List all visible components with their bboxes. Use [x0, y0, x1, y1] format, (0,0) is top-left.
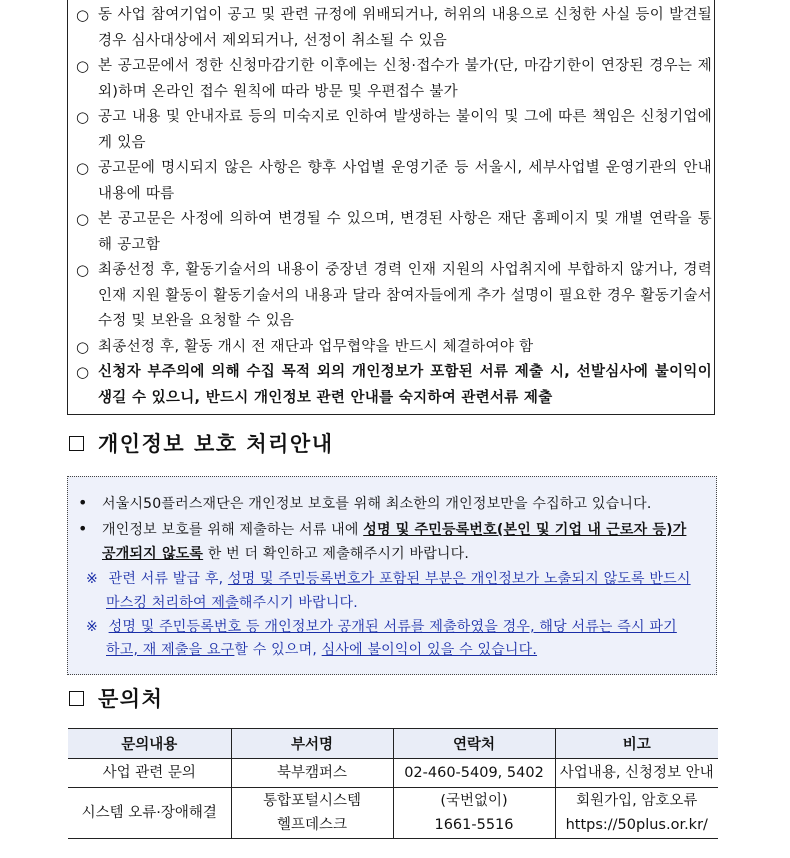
cell-line: (국번없이)	[440, 793, 508, 809]
privacy-notice-box	[67, 476, 717, 675]
contact-table	[68, 728, 718, 839]
privacy-line	[102, 542, 469, 566]
contact-title-text: 문의처	[98, 687, 164, 711]
notice-item	[76, 207, 712, 258]
circle-bullet-icon: ○	[76, 338, 90, 356]
notice-text: 동 사업 참여기업이 공고 및 관련 규정에 위배되거나, 허위의 내용으로 신청한 사실 등이 발견될 경우 심사대상에서 제외되거나, 선정이 취소될 수 있음	[98, 7, 712, 49]
cell-line: 1661-5516	[434, 817, 514, 833]
checkbox-square-icon	[69, 436, 84, 451]
note-emphasis: 심사에 불이익이 있을 수 있습니다.	[321, 642, 538, 658]
circle-bullet-icon: ○	[76, 108, 90, 126]
circle-bullet-icon: ○	[76, 261, 90, 279]
privacy-note	[86, 615, 677, 639]
notice-text: 공고문에 명시되지 않은 사항은 향후 사업별 운영기준 등 서울시, 세부사업별 운영기관의 안내 내용에 따름	[98, 160, 712, 202]
circle-bullet-icon: ○	[76, 6, 90, 24]
privacy-emphasis: 성명 및 주민등록번호(본인 및 기업 내 근로자 등)가	[363, 522, 687, 538]
privacy-title-text: 개인정보 보호 처리안내	[98, 432, 334, 456]
circle-bullet-icon: ○	[76, 57, 90, 75]
privacy-emphasis: 공개되지 않도록	[102, 546, 204, 562]
table-row	[68, 788, 718, 839]
circle-bullet-icon: ○	[76, 210, 90, 228]
note-text: 할 수 있으며,	[234, 642, 322, 658]
privacy-text: 개인정보 보호를 위해 제출하는 서류 내에	[102, 522, 364, 538]
notice-box	[67, 0, 715, 415]
privacy-line	[78, 491, 651, 516]
cell-line: 헬프데스크	[276, 817, 348, 833]
notice-item	[76, 105, 712, 156]
cell-line: 통합포털시스템	[262, 793, 362, 809]
bullet-dot-icon: •	[78, 519, 88, 538]
note-emphasis: 하고, 재 제출을 요구	[106, 642, 235, 658]
privacy-note	[106, 591, 358, 615]
contact-section-title	[69, 683, 163, 713]
circle-bullet-icon: ○	[76, 159, 90, 177]
privacy-line	[78, 517, 686, 542]
table-cell	[231, 788, 393, 839]
bullet-dot-icon: •	[78, 493, 88, 512]
cell-line: 회원가입, 암호오류	[576, 793, 698, 809]
notice-text: 최종선정 후, 활동 개시 전 재단과 업무협약을 반드시 체결하여야 함	[98, 339, 534, 355]
privacy-note	[86, 567, 691, 591]
table-cell: 사업 관련 문의	[68, 759, 231, 788]
note-text: 해주시기 바랍니다.	[238, 595, 358, 611]
notice-text: 최종선정 후, 활동기술서의 내용이 중장년 경력 인재 지원의 사업취지에 부합하지 않거나, 경력 인재 지원 활동이 활동기술서의 내용과 달라 참여자들에게 추가 설명이 필요한 경우 활동기술서 수정 및 보완을 요청할 수 있음	[98, 262, 712, 329]
table-header: 연락처	[393, 729, 555, 759]
note-emphasis: 성명 및 주민등록번호가 포함된 부분은 개인정보가 노출되지 않도록 반드시	[227, 571, 691, 587]
note-emphasis: 성명 및 주민등록번호 등 개인정보가 공개된 서류를 제출하였을 경우, 해당 서류는 즉시 파기	[108, 619, 677, 635]
notice-item	[76, 335, 712, 361]
notice-item	[76, 3, 712, 54]
notice-item	[76, 54, 712, 105]
website-link[interactable]: https://50plus.or.kr/	[565, 817, 708, 833]
privacy-section-title	[69, 428, 333, 458]
notice-item	[76, 258, 712, 335]
notice-item	[76, 156, 712, 207]
note-mark-icon: ※	[86, 571, 98, 587]
notice-text: 공고 내용 및 안내자료 등의 미숙지로 인하여 발생하는 불이익 및 그에 따른 책임은 신청기업에게 있음	[98, 109, 712, 151]
table-header-row	[68, 729, 718, 759]
table-header: 문의내용	[68, 729, 231, 759]
circle-bullet-icon: ○	[76, 363, 90, 381]
checkbox-square-icon	[69, 691, 84, 706]
note-mark-icon: ※	[86, 619, 98, 635]
privacy-note	[106, 638, 537, 662]
table-row	[68, 759, 718, 788]
table-cell	[393, 788, 555, 839]
table-cell	[555, 788, 718, 839]
privacy-text: 서울시50플러스재단은 개인정보 보호를 위해 최소한의 개인정보만을 수집하고 있습니다.	[102, 496, 652, 512]
table-header: 비고	[555, 729, 718, 759]
privacy-text: 한 번 더 확인하고 제출해주시기 바랍니다.	[203, 546, 470, 562]
notice-item-important	[76, 360, 712, 411]
notice-text: 본 공고문은 사정에 의하여 변경될 수 있으며, 변경된 사항은 재단 홈페이지 및 개별 연락을 통해 공고함	[98, 211, 712, 253]
table-cell: 북부캠퍼스	[231, 759, 393, 788]
note-emphasis: 마스킹 처리하여 제출	[106, 595, 239, 611]
table-header: 부서명	[231, 729, 393, 759]
notice-text: 신청자 부주의에 의해 수집 목적 외의 개인정보가 포함된 서류 제출 시, 선발심사에 불이익이 생길 수 있으니, 반드시 개인정보 관련 안내를 숙지하여 관련서류 제출	[98, 364, 712, 406]
note-text: 관련 서류 발급 후,	[108, 571, 228, 587]
table-cell: 시스템 오류·장애해결	[68, 788, 231, 839]
notice-text: 본 공고문에서 정한 신청마감기한 이후에는 신청·접수가 불가(단, 마감기한이 연장된 경우는 제외)하며 온라인 접수 원칙에 따라 방문 및 우편접수 불가	[98, 58, 712, 100]
table-cell: 사업내용, 신청정보 안내	[555, 759, 718, 788]
table-cell: 02-460-5409, 5402	[393, 759, 555, 788]
